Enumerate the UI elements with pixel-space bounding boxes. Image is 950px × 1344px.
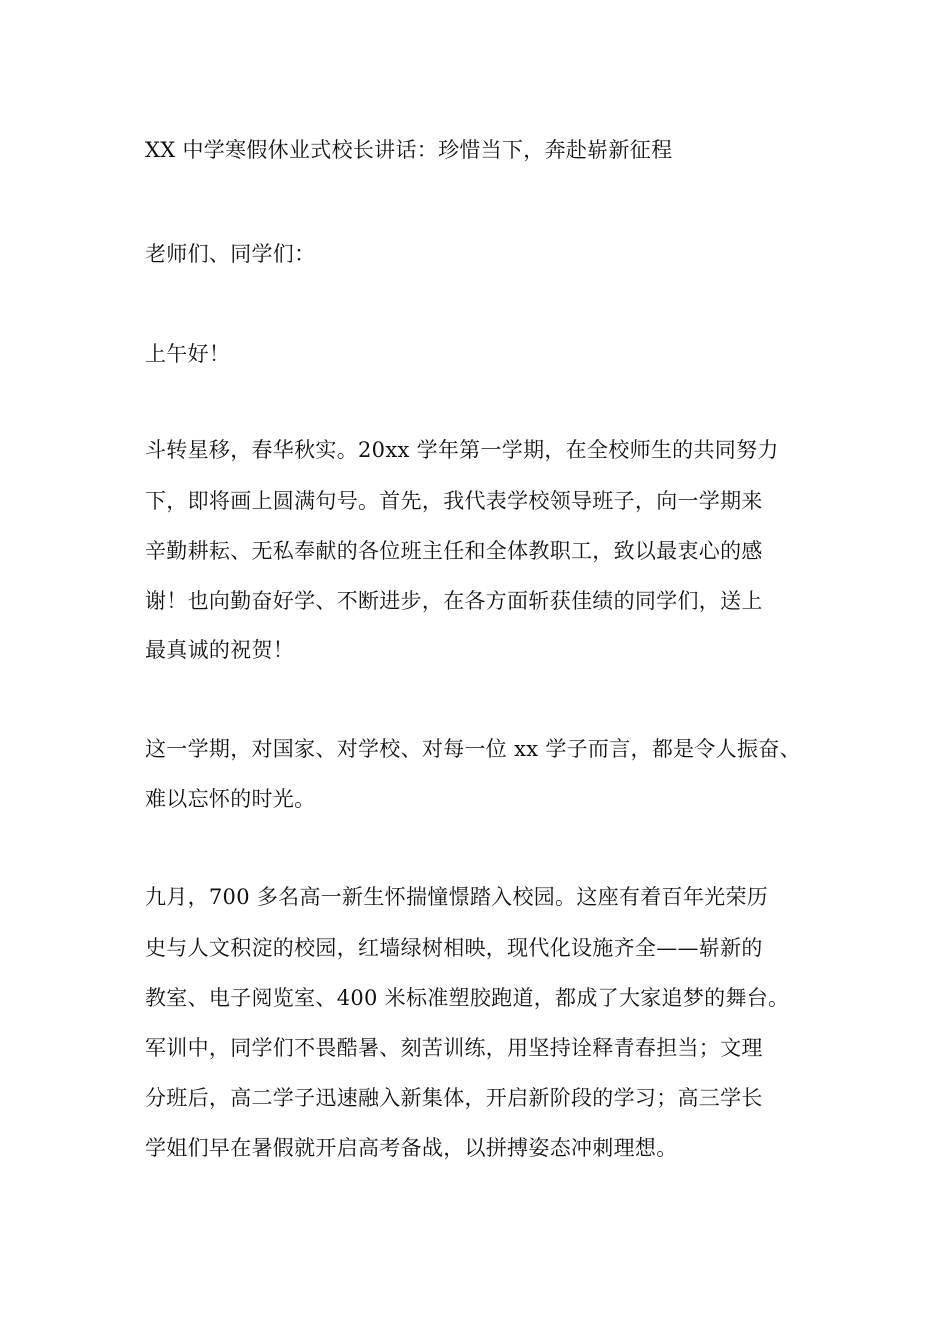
paragraph-line: 九月，700 多名高一新生怀揣憧憬踏入校园。这座有着百年光荣历 <box>145 885 769 909</box>
paragraph-line: 辛勤耕耘、无私奉献的各位班主任和全体教职工，致以最衷心的感 <box>145 539 763 563</box>
paragraph-line: 这一学期，对国家、对学校、对每一位 xx 学子而言，都是令人振奋、 <box>145 737 801 761</box>
paragraph-line: 最真诚的祝贺！ <box>145 638 295 662</box>
paragraph-line: 史与人文积淀的校园，红墙绿树相映，现代化设施齐全——崭新的 <box>145 936 763 960</box>
document-title: XX 中学寒假休业式校长讲话：珍惜当下，奔赴崭新征程 <box>145 138 673 162</box>
paragraph-line: 难以忘怀的时光。 <box>145 787 316 811</box>
paragraph-line: 教室、电子阅览室、400 米标准塑胶跑道，都成了大家追梦的舞台。 <box>145 986 790 1010</box>
paragraph-line: 下，即将画上圆满句号。首先，我代表学校领导班子，向一学期来 <box>145 489 763 513</box>
paragraph-line: 学姐们早在暑假就开启高考备战，以拼搏姿态冲刺理想。 <box>145 1136 678 1160</box>
paragraph-line: 谢！也向勤奋好学、不断进步，在各方面斩获佳绩的同学们，送上 <box>145 589 763 613</box>
paragraph-line: 斗转星移，春华秋实。20xx 学年第一学期，在全校师生的共同努力 <box>145 438 779 462</box>
salutation: 老师们、同学们： <box>145 242 316 266</box>
paragraph-line: 军训中，同学们不畏酷暑、刻苦训练，用坚持诠释青春担当；文理 <box>145 1036 763 1060</box>
greeting: 上午好！ <box>145 342 231 366</box>
paragraph-line: 分班后，高二学子迅速融入新集体，开启新阶段的学习；高三学长 <box>145 1086 763 1110</box>
